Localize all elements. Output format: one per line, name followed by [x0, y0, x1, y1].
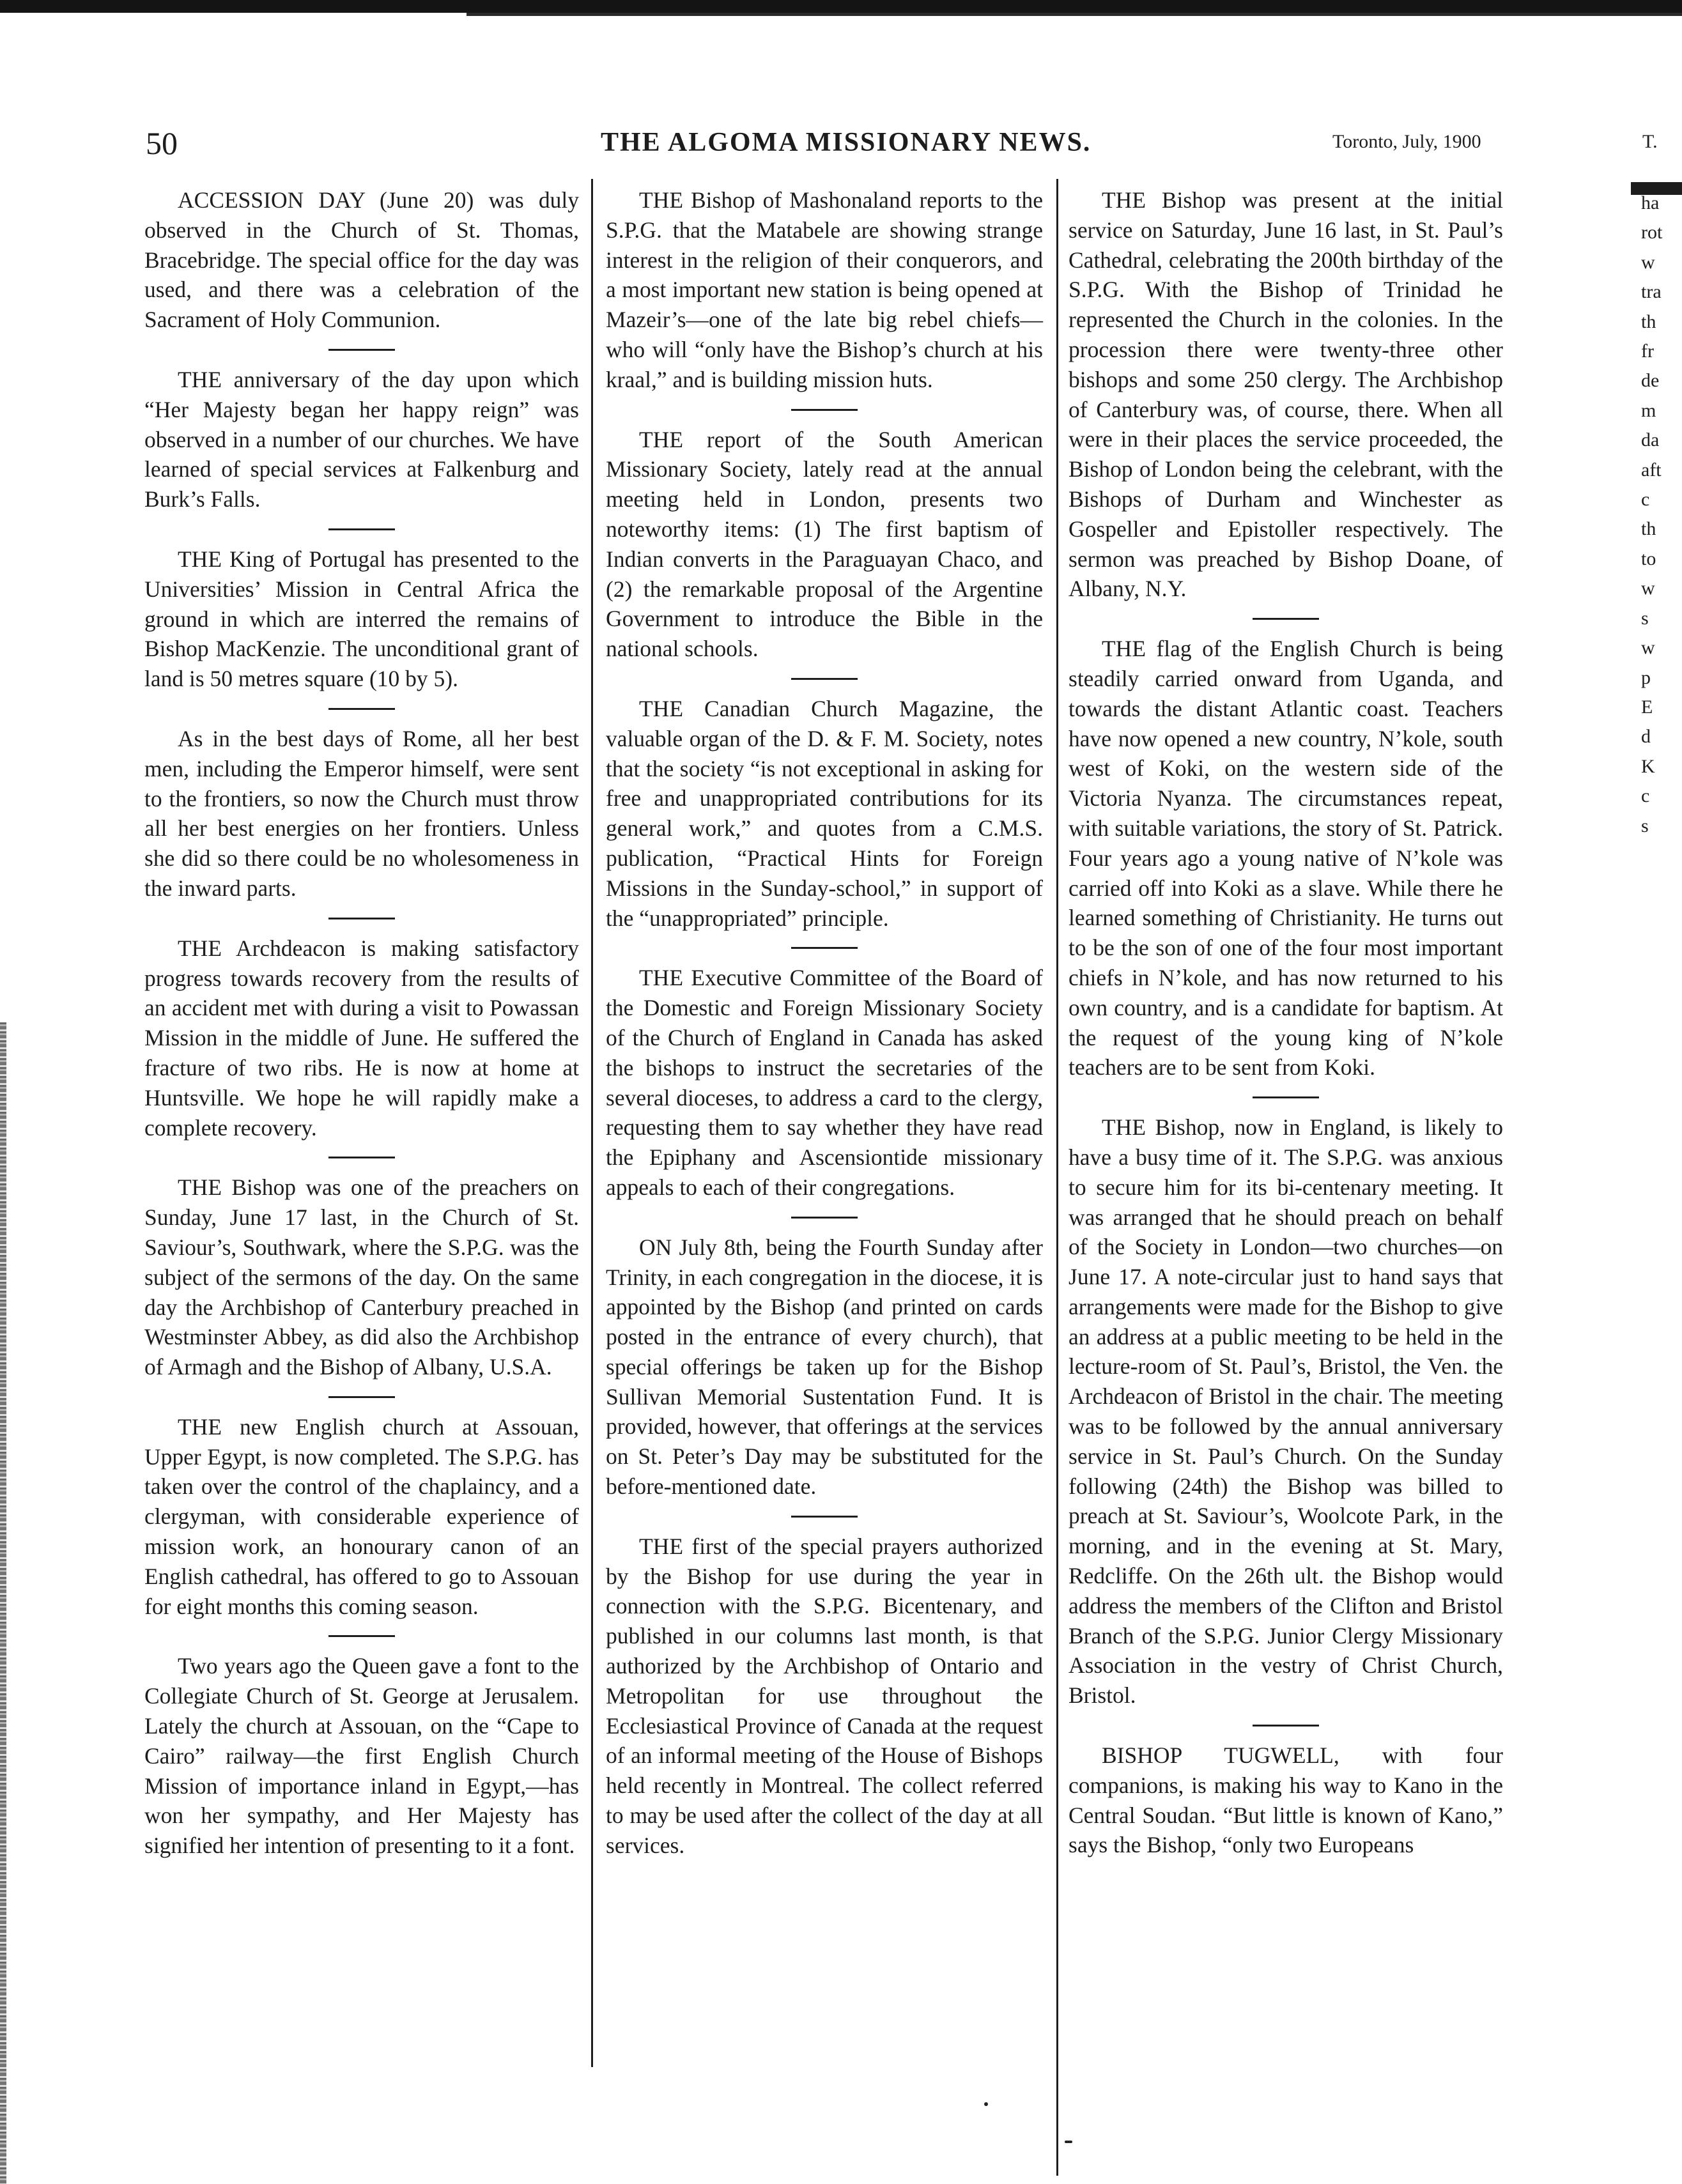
- edge-fragment: de: [1641, 370, 1660, 392]
- edge-fragment: w: [1641, 251, 1655, 273]
- binding-edge: [0, 1022, 6, 2184]
- edge-fragment: aft: [1641, 459, 1662, 481]
- article-bishop-tugwell: BISHOP TUGWELL, with four companions, is making his way to Kano in the Central Soudan. “But little is known of Kano,” says the Bishop, “only two Europeans: [1069, 1742, 1503, 1858]
- article-separator: [328, 1157, 395, 1158]
- edge-fragment: da: [1641, 429, 1660, 451]
- article-july-8th: ON July 8th, being the Fourth Sunday after Trinity, in each congregation in the diocese, it is appointed by the Bishop (and printed on cards posted in the entrance of every church), that special offerings be taken up for the Bishop Sullivan Memorial Sustentation Fund. It is provided, however, that offerings at the services on St. Peter’s Day may be substituted for the before-mentioned date.: [606, 1234, 1043, 1500]
- article-special-prayers: THE first of the special prayers authorized by the Bishop for use during the year in connection with the S.P.G. Bicentenary, and published in our columns last month, is that authorized by the Archbishop of Ontario and Metropolitan for use throughout the Ecclesiastical Province of Canada at the request of an informal meeting of the House of Bishops held recently in Montreal. The collect referred to may be used after the collect of the day at all services.: [606, 1533, 1043, 1858]
- top-rule-thick: [0, 0, 1682, 13]
- article-separator: [791, 678, 858, 680]
- article-assouan-church: THE new English church at Assouan, Upper Egypt, is now completed. The S.P.G. has taken over the control of the chaplaincy, and a clergyman, with considerable experience of mission work, an honourary canon of an English cathedral, has offered to go to Assouan for eight months this coming season.: [144, 1413, 579, 1619]
- column-rule-1: [591, 179, 593, 2067]
- column-3: [1069, 185, 1503, 1860]
- edge-fragment: to: [1641, 548, 1656, 569]
- article-separator: [328, 1635, 395, 1637]
- article-archdeacon: THE Archdeacon is making satisfactory progress towards recovery from the results of an accident met with during a visit to Powassan Mission in the middle of June. He suffered the fracture of two ribs. He is now at home at Huntsville. We hope he will rapidly make a complete recovery.: [144, 935, 579, 1141]
- edge-fragment: th: [1641, 311, 1656, 332]
- page-number: 50: [146, 125, 178, 161]
- article-bishop-in-england: THE Bishop, now in England, is likely to have a busy time of it. The S.P.G. was anxious to secure him for its bi-centenary meeting. It was arranged that he should preach on behalf of the Society in London—two churches—on June 17. A note-circular just to hand says that arrangements were made for the Bishop to give an address at a public meeting to be held in the lecture-room of St. Paul’s, Bristol, the Ven. the Archdeacon of Bristol in the chair. The meeting was to be followed by the annual anniversary service in St. Paul’s Church. On the Sunday following (24th) the Bishop was billed to preach at St. Saviour’s, Woolcote Park, in the morning, and in the evening at St. Mary, Redcliffe. On the 26th ult. the Bishop would address the members of the Clifton and Bristol Branch of the S.P.G. Junior Clergy Missionary Association in the vestry of Christ Church, Bristol.: [1069, 1114, 1503, 1709]
- edge-fragment: E: [1641, 696, 1653, 718]
- article-king-of-portugal: THE King of Portugal has presented to the Universities’ Mission in Central Africa the ground in which are interred the remains of Bishop MacKenzie. The unconditional grant of land is 50 metres square (10 by 5).: [144, 546, 579, 692]
- edge-fragment: w: [1641, 578, 1655, 599]
- edge-fragment: rot: [1641, 222, 1663, 243]
- article-anniversary: THE anniversary of the day upon which “Her Majesty began her happy reign” was observed in a number of our churches. We have learned of special services at Falkenburg and Burk’s Falls.: [144, 366, 579, 512]
- top-border: [0, 0, 1682, 18]
- edge-fragment: c: [1641, 489, 1650, 511]
- stray-ink-dot: [1065, 2141, 1072, 2143]
- article-separator: [791, 409, 858, 411]
- article-separator: [328, 708, 395, 710]
- article-separator: [328, 528, 395, 530]
- next-page-edge-char: T.: [1642, 131, 1658, 152]
- dateline: Toronto, July, 1900: [1332, 131, 1481, 152]
- article-executive-committee: THE Executive Committee of the Board of the Domestic and Foreign Missionary Society of the Church of England in Canada has asked the bishops to instruct the secretaries of the several dioceses, to address a card to the clergy, requesting them to say whether they have read the Epiphany and Ascensiontide missionary appeals to each of their congregations.: [606, 965, 1043, 1200]
- article-separator: [328, 1396, 395, 1398]
- column-rule-2: [1056, 179, 1058, 2176]
- article-separator: [1253, 1096, 1319, 1098]
- top-rule-thin: [467, 13, 1682, 16]
- edge-fragment: c: [1641, 785, 1650, 807]
- edge-fragment: s: [1641, 815, 1649, 836]
- article-best-days-of-rome: As in the best days of Rome, all her best men, including the Emperor himself, were sent to the frontiers, so now the Church must throw all her best energies on her frontiers. Unless she did so there could be no wholesomeness in the inward parts.: [144, 725, 579, 901]
- edge-fragment: w: [1641, 637, 1655, 659]
- article-separator: [328, 349, 395, 351]
- article-south-american-society: THE report of the South American Missionary Society, lately read at the annual meeting held in London, presents two noteworthy items: (1) The first baptism of Indian converts in the Paraguayan Chaco, and (2) the remarkable proposal of the Argentine Government to introduce the Bible in the national schools.: [606, 426, 1043, 662]
- article-spg-bicentenary-service: THE Bishop was present at the initial service on Saturday, June 16 last, in St. Paul’s Cathedral, celebrating the 200th birthday of the S.P.G. With the Bishop of Trinidad he represented the Church in the colonies. In the procession there were twenty-three other bishops and some 250 clergy. The Archbishop of Canterbury was, of course, there. When all were in their places the service proceeded, the Bishop of London being the celebrant, with the Bishops of Durham and Winchester as Gospeller and Epistoller respectively. The sermon was preached by Bishop Doane, of Albany, N.Y.: [1069, 187, 1503, 602]
- next-page-edge-fragments: [1641, 188, 1682, 841]
- article-separator: [1253, 1725, 1319, 1726]
- article-flag-uganda: THE flag of the English Church is being steadily carried onward from Uganda, and towards the distant Atlantic coast. Teachers have now opened a new country, N’kole, south west of Koki, on the western side of the Victoria Nyanza. The circumstances repeat, with suitable variations, the story of St. Patrick. Four years ago a young native of N’kole was carried off into Koki as a slave. While there he learned something of Christianity. He turns out to be the son of one of the four most important chiefs in N’kole, and has now returned to his own country, and is a candidate for baptism. At the request of the young king of N’kole teachers are to be sent from Koki.: [1069, 636, 1503, 1080]
- article-bishop-preachers: THE Bishop was one of the preachers on Sunday, June 17 last, in the Church of St. Saviour’s, Southwark, where the S.P.G. was the subject of the sermons of the day. On the same day the Archbishop of Canterbury preached in Westminster Abbey, as did also the Archbishop of Armagh and the Bishop of Albany, U.S.A.: [144, 1174, 579, 1380]
- edge-fragment: fr: [1641, 341, 1654, 362]
- edge-fragment: K: [1641, 755, 1655, 777]
- article-separator: [328, 918, 395, 919]
- page-header: [0, 125, 1682, 169]
- edge-fragment: ha: [1641, 192, 1660, 213]
- article-canadian-church-magazine: THE Canadian Church Magazine, the valuable organ of the D. & F. M. Society, notes that the society “is not exceptional in asking for free and unappropriated contributions for its general work,” and quotes from a C.M.S. publication, “Practical Hints for Foreign Missions in the Sunday-school,” in support of the “unappropriated” principle.: [606, 695, 1043, 931]
- edge-fragment: m: [1641, 399, 1656, 421]
- article-separator: [791, 1217, 858, 1219]
- edge-fragment: th: [1641, 518, 1656, 540]
- stray-ink-dot: [984, 2102, 988, 2106]
- article-accession-day: ACCESSION DAY (June 20) was duly observed in the Church of St. Thomas, Bracebridge. The special office for the day was used, and there was a celebration of the Sacrament of Holy Communion.: [144, 187, 579, 333]
- column-1: [144, 185, 579, 1861]
- edge-fragment: p: [1641, 666, 1651, 688]
- article-mashonaland: THE Bishop of Mashonaland reports to the S.P.G. that the Matabele are showing strange interest in the religion of their conquerors, and a most important new station is being opened at Mazeir’s—one of the late big rebel chiefs—who will “only have the Bishop’s church at his kraal,” and is building mission huts.: [606, 187, 1043, 392]
- edge-fragment: tra: [1641, 281, 1662, 303]
- article-separator: [1253, 618, 1319, 620]
- article-queen-font: Two years ago the Queen gave a font to the Collegiate Church of St. George at Jerusalem. Lately the church at Assouan, on the “Cape to Cairo” railway—the first English Church Mission of importance inland in Egypt,—has won her sympathy, and Her Majesty has signified her intention of presenting to it a font.: [144, 1653, 579, 1859]
- edge-fragment: s: [1641, 607, 1649, 629]
- edge-fragment: d: [1641, 726, 1651, 748]
- masthead-title: THE ALGOMA MISSIONARY NEWS.: [601, 128, 1092, 157]
- column-2: [606, 185, 1043, 1861]
- article-separator: [791, 1516, 858, 1518]
- article-separator: [791, 947, 858, 949]
